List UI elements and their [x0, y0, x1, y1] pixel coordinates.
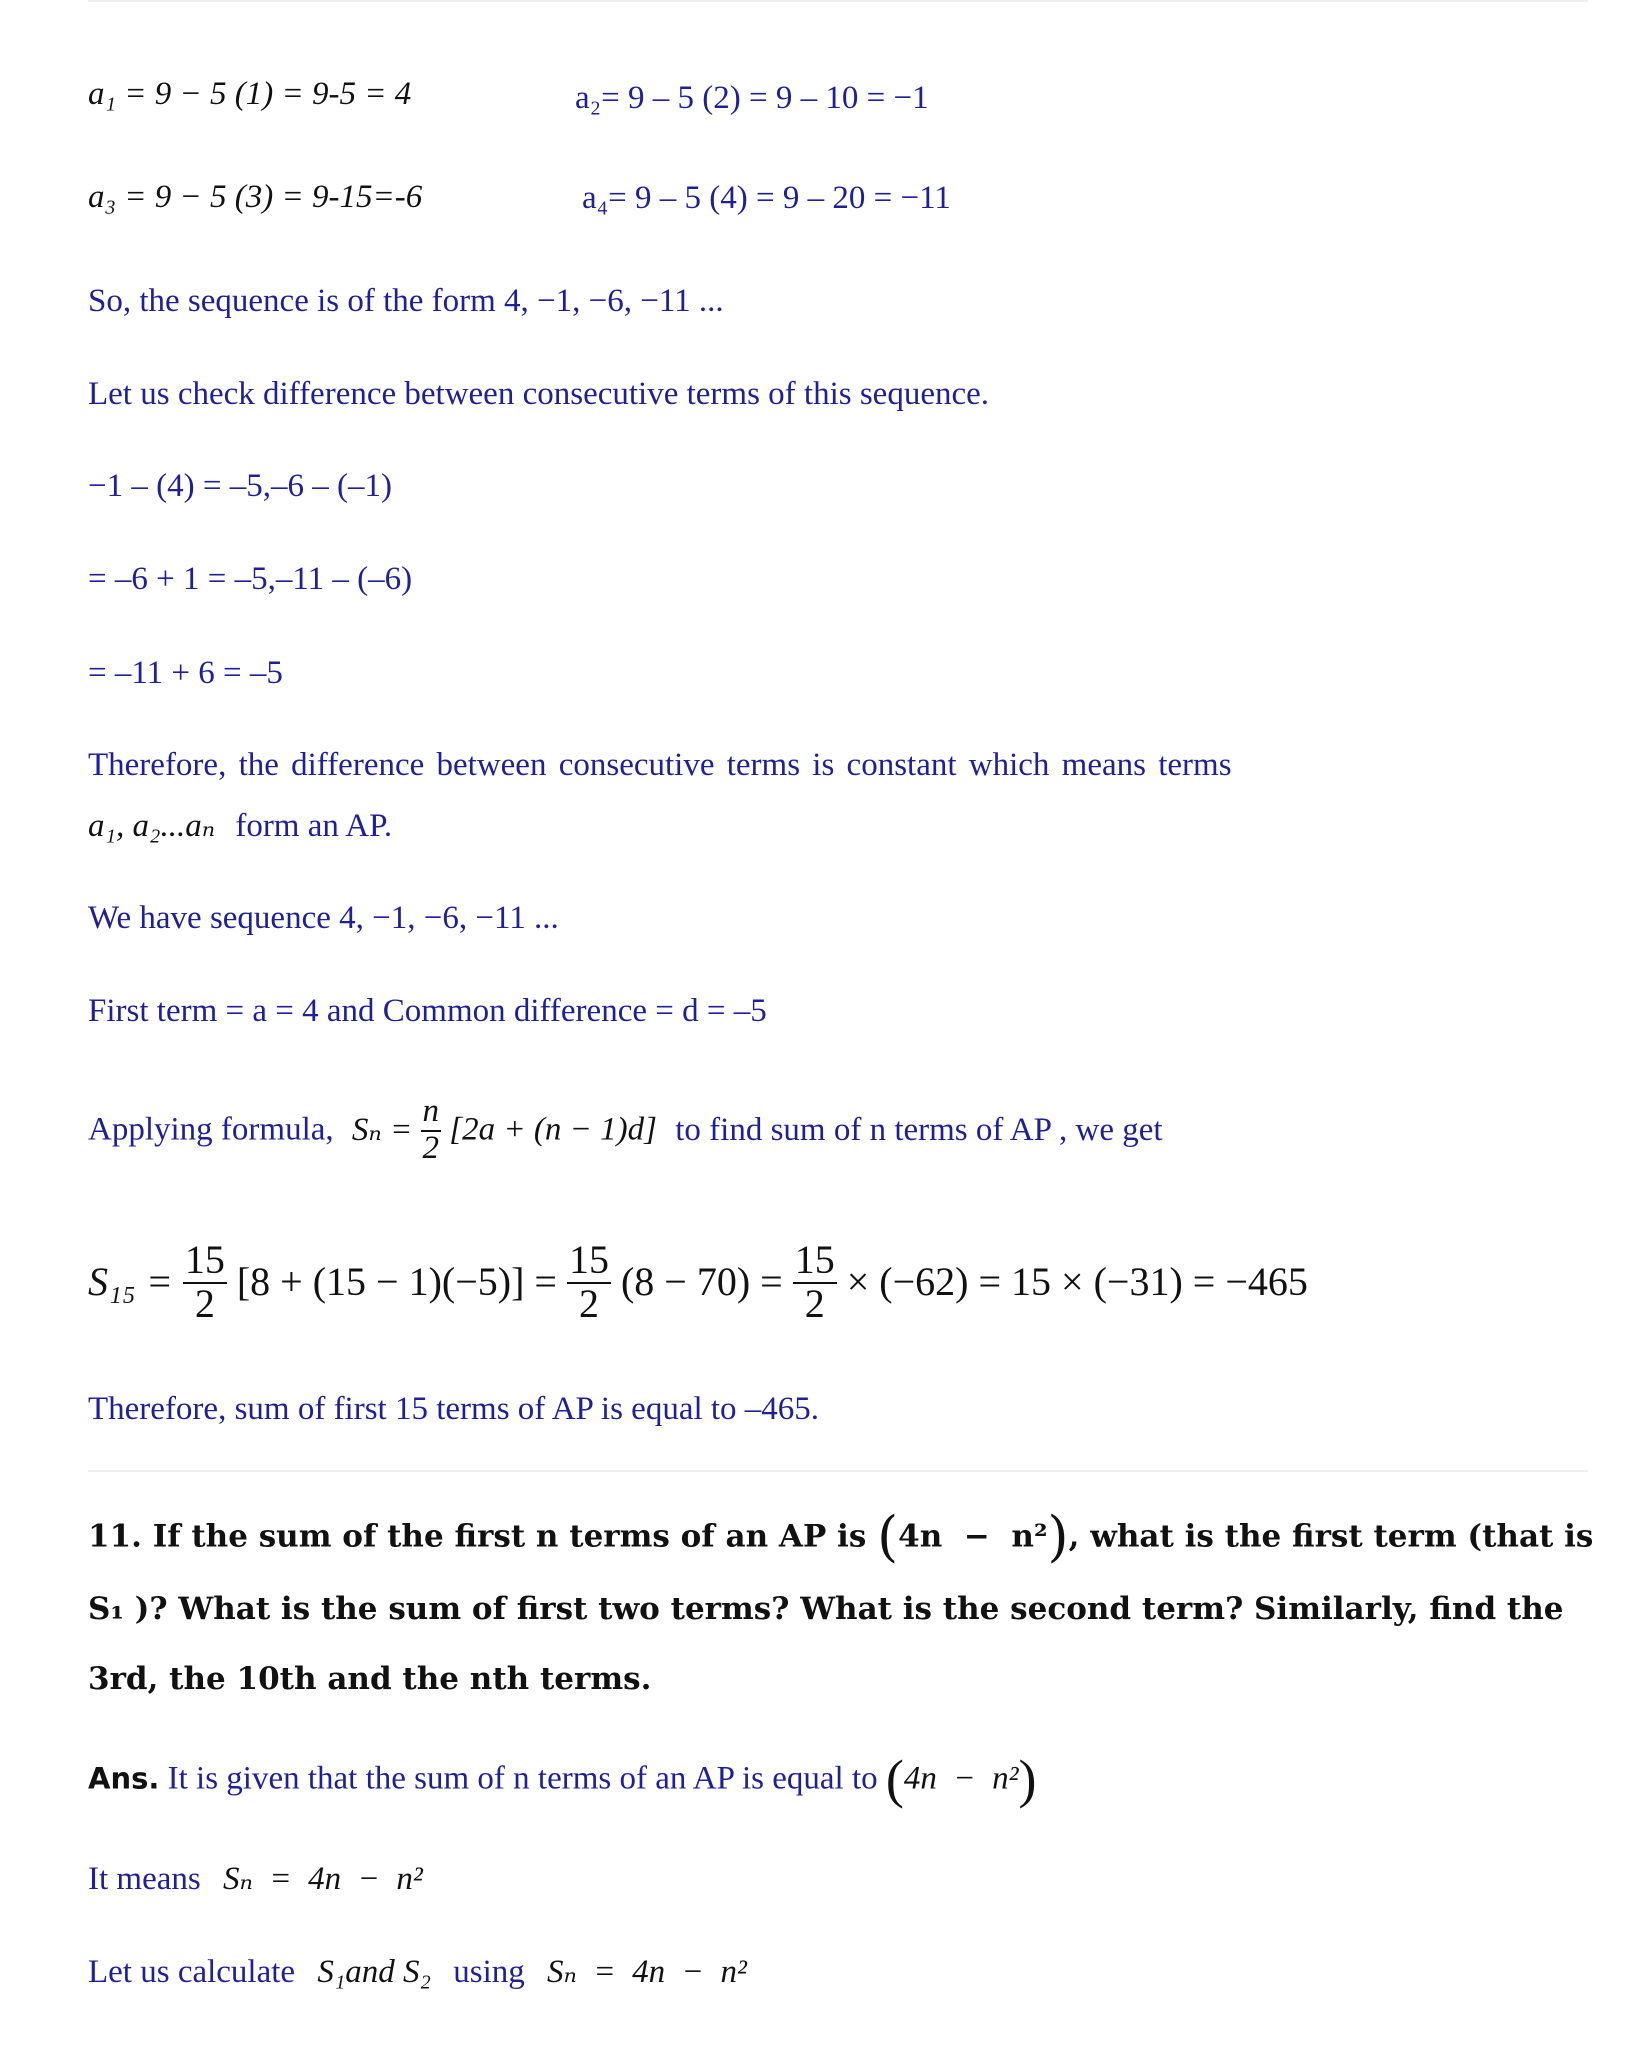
difference-line-3: = –11 + 6 = –5 [88, 655, 283, 691]
calculate-text-1: Let us calculate [88, 1954, 296, 1990]
fraction-numerator: 15 [568, 1237, 609, 1282]
term-a4-calculation [582, 182, 951, 215]
it-means-expression: Sₙ = 4n − n² [222, 1861, 423, 1897]
have-sequence-text: We have sequence 4, −1, −6, −11 ... [88, 900, 559, 936]
sn-symbol: Sₙ = [351, 1111, 413, 1148]
s15-part-2: (8 − 70) = [620, 1259, 783, 1304]
fraction-15-over-2-c [793, 1237, 837, 1326]
fraction-denominator: 2 [804, 1281, 825, 1326]
open-paren: ( [877, 1505, 899, 1568]
difference-line-1: −1 – (4) = –5,–6 – (–1) [88, 468, 392, 504]
question-11-line-2: S₁ )? What is the sum of first two terms? What is the second term? Similarly, find the [88, 1591, 1564, 1627]
answer-label: Ans. [88, 1761, 160, 1796]
question-11-text-b: , what is the first term (that is [1068, 1518, 1594, 1555]
n-over-2-fraction [421, 1095, 442, 1165]
apply-formula-prefix: Applying formula, [88, 1111, 334, 1148]
answer-expression: 4n − n² [903, 1760, 1019, 1797]
a3-expression: a₃ = 9 − 5 (3) = 9-15=-6 [88, 179, 423, 215]
fraction-15-over-2-a [183, 1237, 227, 1326]
open-paren: ( [885, 1749, 904, 1809]
s15-symbol: S₁₅ = [88, 1259, 173, 1304]
difference-line-2: = –6 + 1 = –5,–11 – (–6) [88, 561, 413, 597]
close-paren: ) [1047, 1505, 1069, 1568]
sequence-form-text: So, the sequence is of the form 4, −1, −6, −11 ... [88, 283, 724, 319]
form-an-ap-text: form an AP. [235, 808, 393, 844]
constant-difference-text: Therefore, the difference between consecutive terms is constant which means terms [88, 747, 1232, 783]
close-paren: ) [1018, 1749, 1037, 1809]
form-an-ap-line [88, 810, 392, 843]
it-means-line [88, 1863, 423, 1896]
term-a1-calculation [88, 78, 411, 111]
fraction-numerator: 15 [184, 1237, 225, 1282]
apply-formula-line [88, 1095, 1163, 1165]
difference-check-text: Let us check difference between consecutive terms of this sequence. [88, 376, 990, 412]
fraction-denominator: 2 [578, 1281, 599, 1326]
s15-part-3: × (−62) = 15 × (−31) = −465 [846, 1259, 1308, 1304]
calculate-expression-1: S₁and S₂ [317, 1954, 432, 1990]
fraction-numerator: 15 [794, 1237, 835, 1282]
it-means-text: It means [88, 1861, 201, 1897]
s15-part-1: [8 + (15 − 1)(−5)] = [236, 1259, 557, 1304]
question-11-line-3: 3rd, the 10th and the nth terms. [88, 1661, 652, 1697]
question-11-line-1 [88, 1505, 1594, 1568]
fraction-numerator: n [421, 1095, 442, 1132]
answer-line [88, 1749, 1037, 1809]
term-a3-calculation [88, 181, 422, 214]
fraction-denominator: 2 [194, 1281, 215, 1326]
a1-expression: a₁ = 9 − 5 (1) = 9-5 = 4 [88, 76, 412, 112]
calculate-line [88, 1956, 747, 1989]
a2-expression: a₂= 9 – 5 (2) = 9 – 10 = −1 [575, 80, 929, 116]
fraction-denominator: 2 [422, 1130, 440, 1166]
calculate-expression-2: Sₙ = 4n − n² [547, 1954, 747, 1990]
first-term-common-difference: First term = a = 4 and Common difference = d = –5 [88, 993, 767, 1029]
calculate-text-2: using [453, 1954, 525, 1990]
question-11-text-a: 11. If the sum of the first n terms of an AP is [88, 1518, 867, 1555]
a4-expression: a₄= 9 – 5 (4) = 9 – 20 = −11 [582, 180, 951, 216]
top-divider [88, 0, 1588, 2]
answer-text: It is given that the sum of n terms of an AP is equal to [167, 1760, 878, 1797]
question-11-expression: 4n − n² [898, 1518, 1048, 1555]
sum-formula-bracket: [2a + (n − 1)d] [449, 1111, 657, 1148]
sequence-terms-math: a₁, a₂...aₙ [88, 808, 216, 844]
term-a2-calculation [575, 82, 929, 115]
apply-formula-suffix: to find sum of n terms of AP , we get [675, 1111, 1163, 1148]
fraction-15-over-2-b [567, 1237, 611, 1326]
sum-result-text: Therefore, sum of first 15 terms of AP is equal to –465. [88, 1391, 820, 1427]
s15-calculation [88, 1237, 1308, 1326]
section-divider [88, 1470, 1588, 1472]
